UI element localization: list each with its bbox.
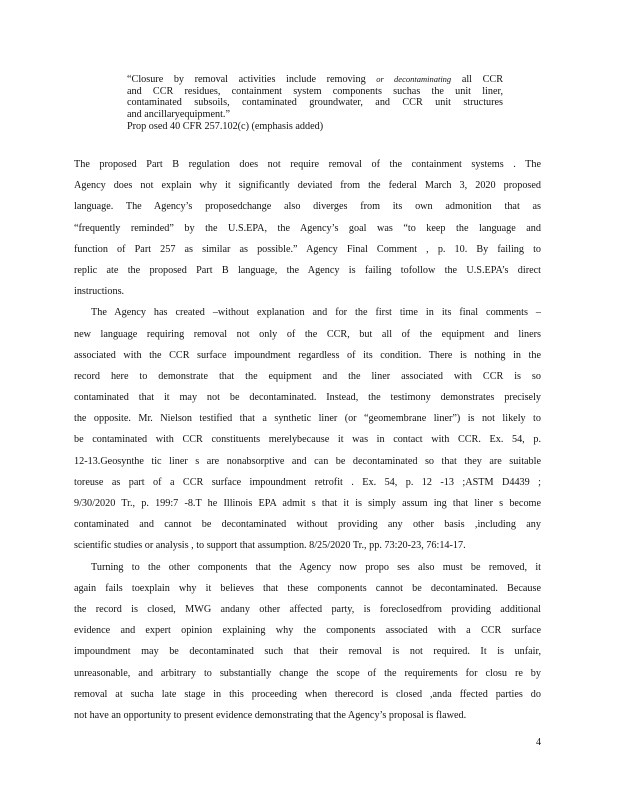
text-line: be contaminated with CCR constituents merelybecause it was in contact with CCR. Ex. 54, p. — [74, 434, 541, 446]
text-line: Agency does not explain why it significantly deviated from the federal March 3, 2020 proposed — [74, 180, 541, 192]
text-line: record here to demonstrate that the equipment and the liner associated with CCR is so — [74, 370, 541, 382]
text-line: The proposed Part B regulation does not require removal of the containment systems . The — [74, 159, 541, 170]
text-line: 12-13.Geosynthe tic liner s are nonabsorptive and can be decontaminated so that they are suitable — [74, 455, 541, 467]
quote-line: and CCR residues, containment system components suchas the unit liner, — [127, 85, 503, 97]
quote-line: contaminated subsoils, contaminated groundwater, and CCR unit structures — [127, 97, 503, 109]
text-line: again fails toexplain why it believes that these components cannot be decontaminated. Because — [74, 582, 541, 594]
text-line: the opposite. Mr. Nielson testified that a synthetic liner (or “geomembrane liner”) is not likely to — [74, 413, 541, 425]
text-line: The Agency has created –without explanation and for the first time in its final comments – — [91, 307, 541, 319]
text-line: function of Part 257 as similar as possible.” Agency Final Comment , p. 10. By failing to — [74, 243, 541, 255]
text-line: contaminated and cannot be decontaminated without providing any other basis ,including any — [74, 519, 541, 531]
text-line: language. The Agency’s proposedchange also diverges from its own admonition that as — [74, 201, 541, 213]
text-line: unreasonable, and arbitrary to substantially change the scope of the requirements for closu re by — [74, 667, 541, 679]
text-line: contaminated that it may not be decontaminated. Instead, the testimony demonstrates precisely — [74, 392, 541, 404]
text-line: not have an opportunity to present evidence demonstrating that the Agency’s proposal is flawed. — [74, 709, 467, 721]
text-line: “frequently reminded” by the U.S.EPA, the Agency’s goal was “to keep the language and — [74, 222, 541, 234]
text-line: 9/30/2020 Tr., p. 199:7 -8.T he Illinois EPA admit s that it is simply assum ing that liner s become — [74, 498, 541, 509]
quote-line: “Closure by removal activities include removing or decontaminating all CCR — [127, 74, 503, 85]
text-line: toreuse as part of a CCR surface impoundment retrofit . Ex. 54, p. 12 -13 ;ASTM D4439 ; — [74, 476, 541, 488]
quote-citation: Prop osed 40 CFR 257.102(c) (emphasis added) — [127, 121, 324, 133]
block-quote — [127, 74, 503, 133]
text-line: impoundment may be decontaminated such that their removal is not required. It is unfair, — [74, 646, 541, 658]
text-line: evidence and expert opinion explaining why the components associated with a CCR surface — [74, 625, 541, 637]
quote-line: and ancillaryequipment.” — [127, 108, 230, 120]
text-line: instructions. — [74, 286, 125, 298]
paragraph — [74, 302, 541, 556]
text-line: associated with the CCR surface impoundment regardless of its condition. There is nothing in the — [74, 349, 541, 361]
text-line: scientific studies or analysis , to support that assumption. 8/25/2020 Tr., pp. 73:20-23, 76:14-17. — [74, 540, 466, 552]
text-line: replic ate the proposed Part B language, the Agency is failing tofollow the U.S.EPA’s direct — [74, 264, 541, 276]
text-line: the record is closed, MWG andany other affected party, is foreclosedfrom providing additional — [74, 603, 541, 615]
paragraph — [74, 557, 541, 727]
text-line: removal at sucha late stage in this proceeding when therecord is closed ,anda ffected parties do — [74, 688, 541, 700]
text-line: new language requiring removal not only of the CCR, but all of the equipment and liners — [74, 328, 541, 340]
body-text — [74, 154, 541, 726]
paragraph — [74, 154, 541, 302]
page-number: 4 — [536, 737, 542, 748]
text-line: Turning to the other components that the Agency now propo ses also must be removed, it — [91, 561, 541, 573]
emphasized-text: or decontaminating — [376, 74, 452, 84]
